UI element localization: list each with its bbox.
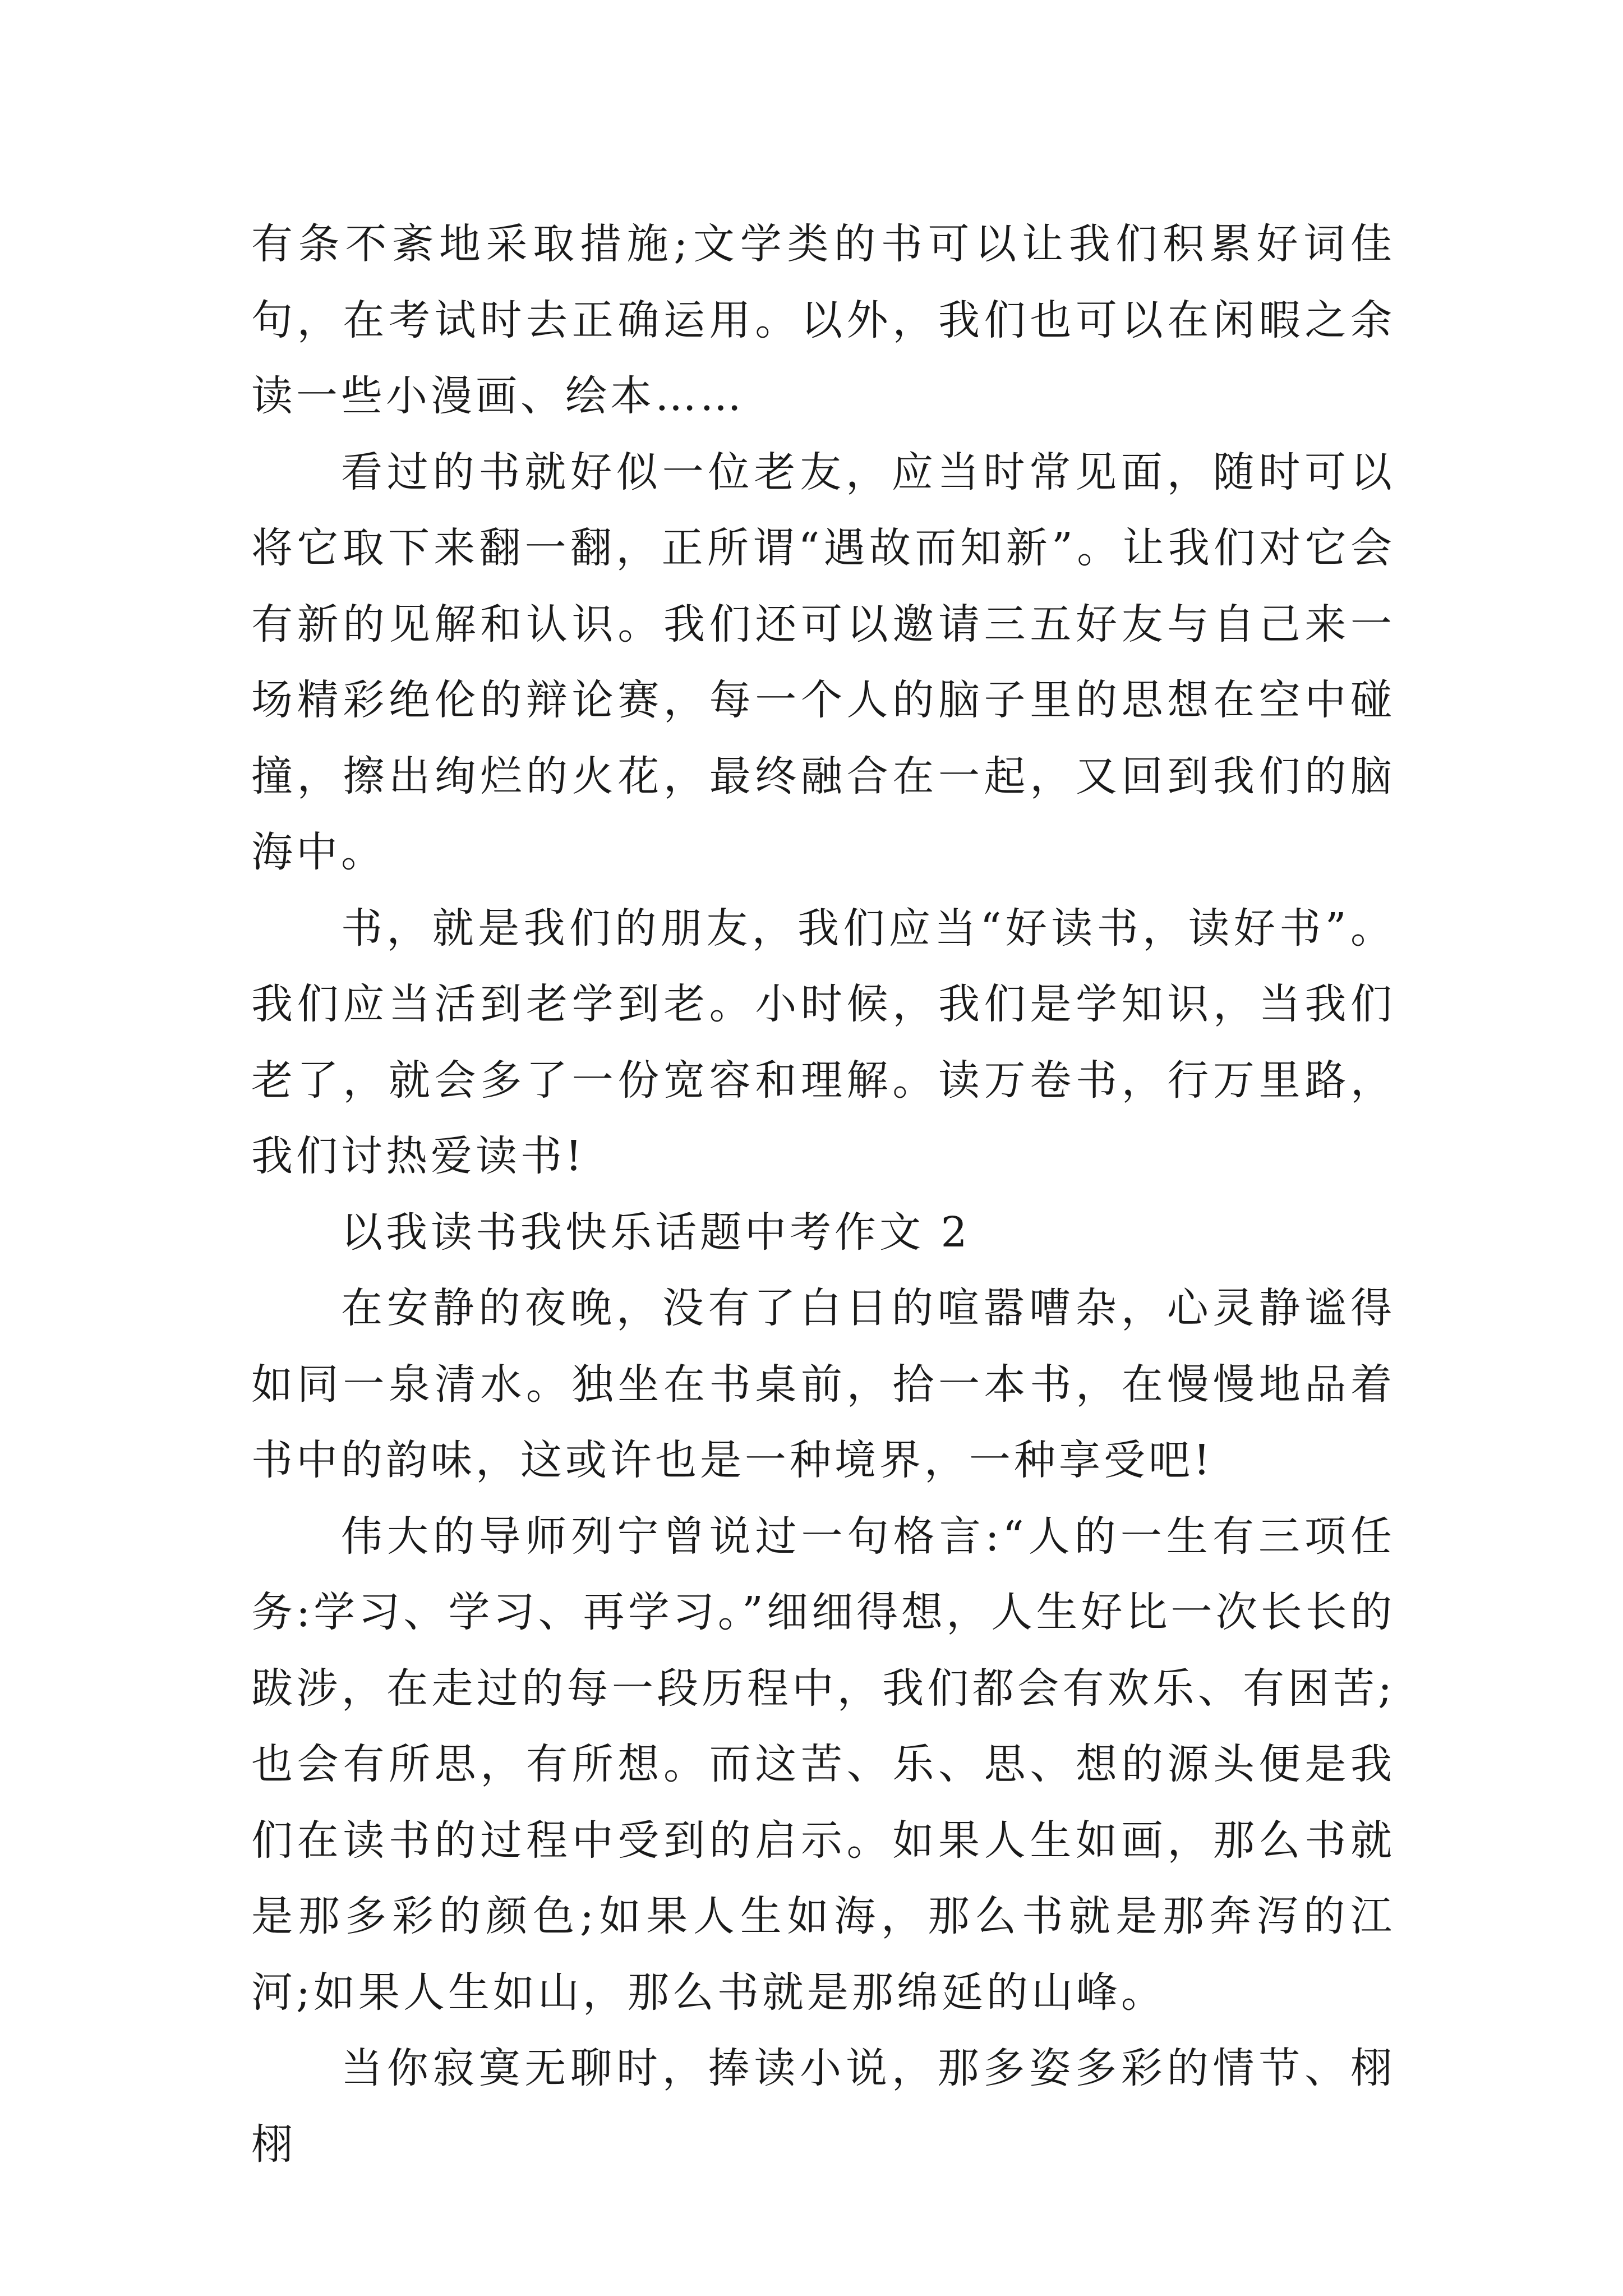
paragraph-3: 书，就是我们的朋友，我们应当“好读书，读好书”。我们应当活到老学到老。小时候，我们是学知识，当我们老了，就会多了一份宽容和理解。读万卷书，行万里路，我们讨热爱读书! [251,904,1395,1180]
body-text [251,206,1395,2183]
paragraph-2: 看过的书就好似一位老友，应当时常见面，随时可以将它取下来翻一翻，正所谓“遇故而知新”。让我们对它会有新的见解和认识。我们还可以邀请三五好友与自己来一场精彩绝伦的辩论赛，每一个人的脑子里的思想在空中碰撞，擦出绚烂的火花，最终融合在一起，又回到我们的脑海中。 [251,448,1395,876]
section-heading: 以我读书我快乐话题中考作文 2 [341,1208,971,1257]
paragraph-4: 在安静的夜晚，没有了白日的喧嚣嘈杂，心灵静谧得如同一泉清水。独坐在书桌前，拾一本书，在慢慢地品着书中的韵味，这或许也是一种境界，一种享受吧! [251,1284,1395,1484]
paragraph-5: 伟大的导师列宁曾说过一句格言:“人的一生有三项任务:学习、学习、再学习。”细细得想，人生好比一次长长的跋涉，在走过的每一段历程中，我们都会有欢乐、有困苦;也会有所思，有所想。而这苦、乐、思、想的源头便是我们在读书的过程中受到的启示。如果人生如画，那么书就是那多彩的颜色;如果人生如海，那么书就是那奔泻的江河;如果人生如山，那么书就是那绵延的山峰。 [251,1512,1395,2017]
paragraph-6: 当你寂寞无聊时，捧读小说，那多姿多彩的情节、栩栩 [251,2044,1395,2169]
paragraph-1: 有条不紊地采取措施;文学类的书可以让我们积累好词佳句，在考试时去正确运用。以外，我们也可以在闲暇之余读一些小漫画、绘本…… [251,220,1395,420]
